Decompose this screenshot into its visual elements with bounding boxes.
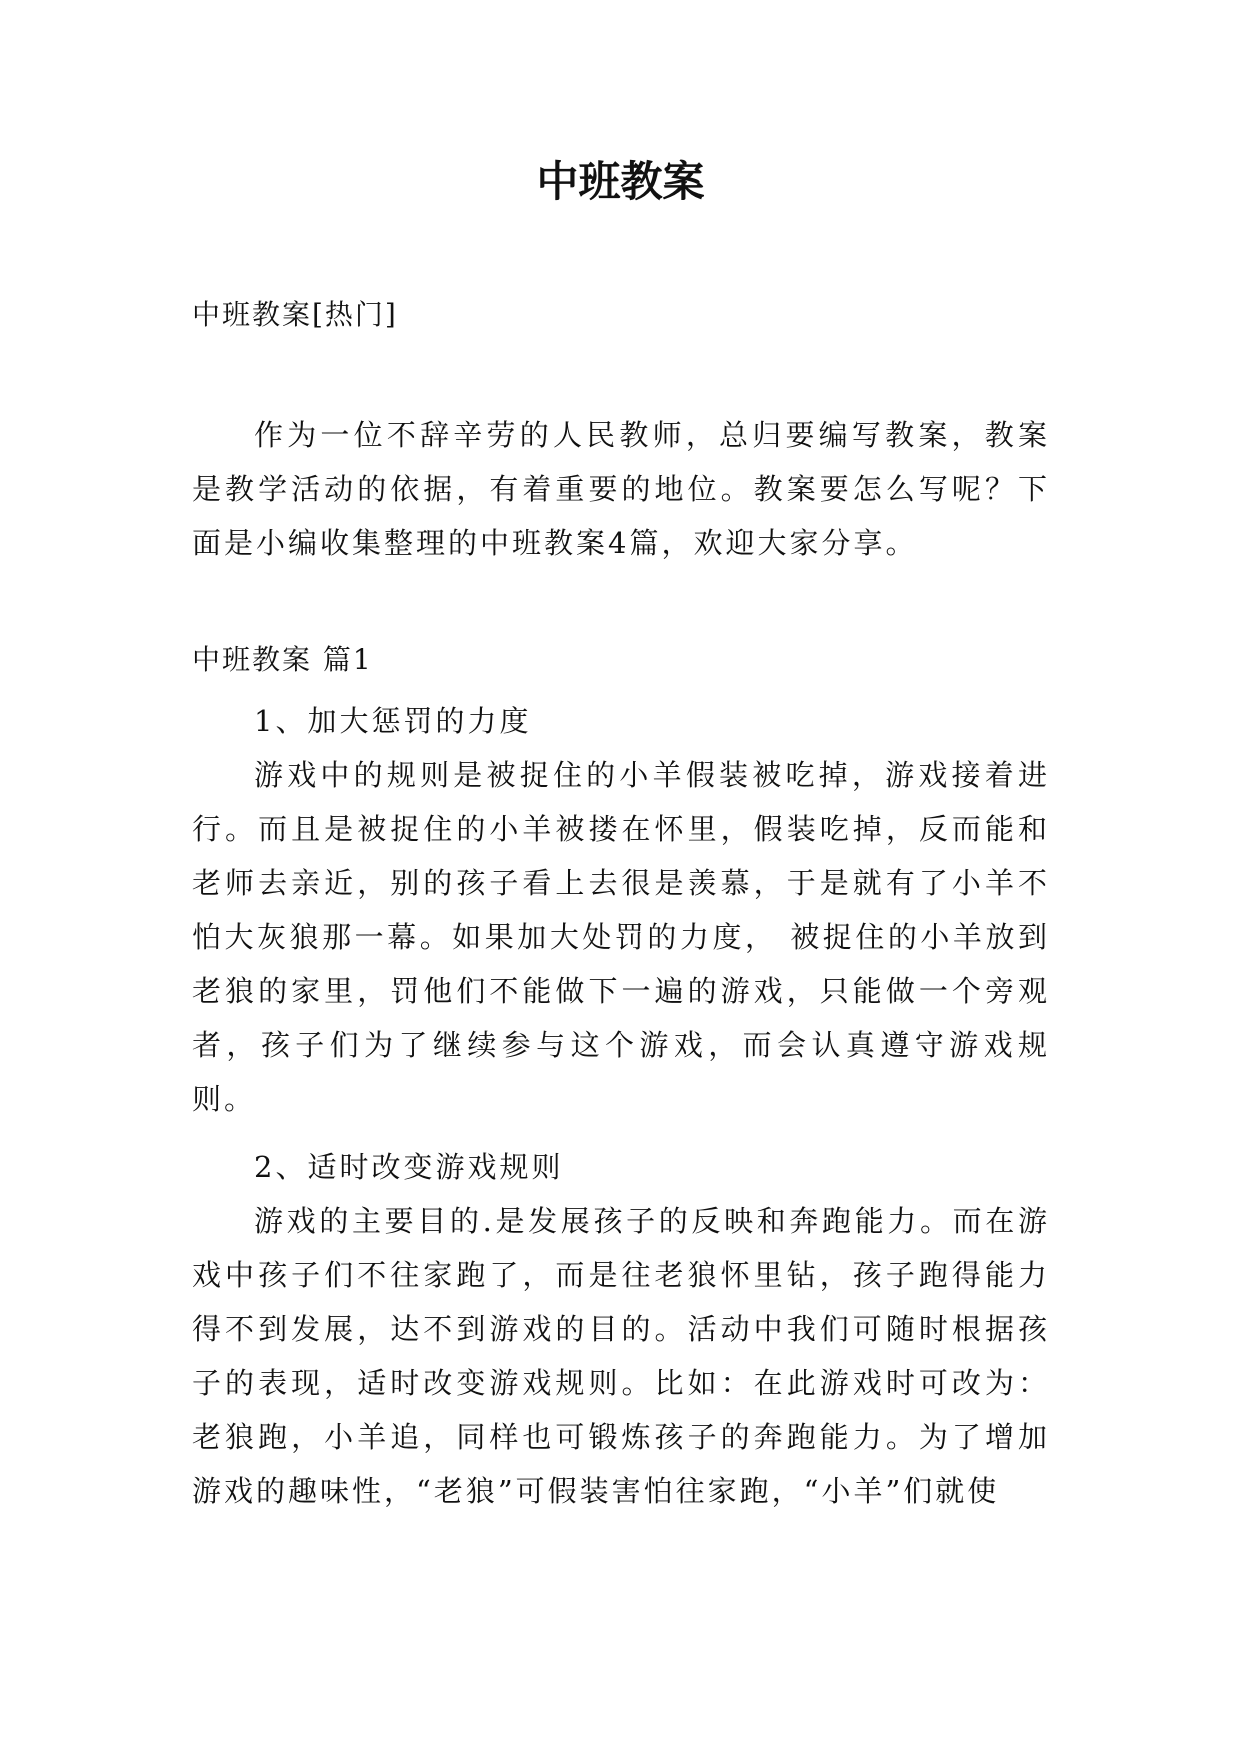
item1-paragraph: 游戏中的规则是被捉住的小羊假装被吃掉，游戏接着进行。而且是被捉住的小羊被搂在怀里，假装吃掉，反而能和老师去亲近，别的孩子看上去很是羡慕，于是就有了小羊不怕大灰狼那一幕。如果加大处罚的力度， 被捉住的小羊放到老狼的家里，罚他们不能做下一遍的游戏，只能做一个旁观者，孩子们为了继续参与这个游戏，而会认真遵守游戏规则。 <box>192 758 1050 1116</box>
document-title: 中班教案 <box>536 157 705 206</box>
item2-heading: 2、适时改变游戏规则 <box>254 1150 564 1184</box>
intro-paragraph: 作为一位不辞辛劳的人民教师，总归要编写教案，教案是教学活动的依据，有着重要的地位。教案要怎么写呢？下面是小编收集整理的中班教案4篇，欢迎大家分享。 <box>192 418 1050 560</box>
item1-heading: 1、加大惩罚的力度 <box>254 704 532 738</box>
item2-paragraph: 游戏的主要目的.是发展孩子的反映和奔跑能力。而在游戏中孩子们不往家跑了，而是往老狼怀里钻，孩子跑得能力得不到发展，达不到游戏的目的。活动中我们可随时根据孩子的表现，适时改变游戏规则。比如：在此游戏时可改为：老狼跑，小羊追，同样也可锻炼孩子的奔跑能力。为了增加游戏的趣味性，“老狼”可假装害怕往家跑，“小羊”们就使 <box>192 1204 1050 1508</box>
section-heading: 中班教案 篇1 <box>192 643 373 676</box>
document-subtitle: 中班教案[热门] <box>192 298 398 331</box>
